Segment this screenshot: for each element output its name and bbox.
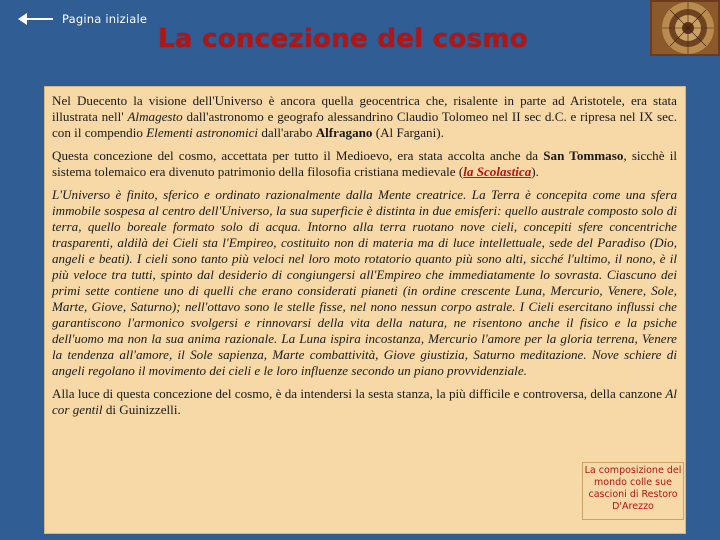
paragraph-intro [52, 93, 677, 141]
author-name: Alfragano [315, 125, 373, 140]
cosmos-painting-image [650, 0, 720, 56]
work-title: Almagesto [127, 109, 183, 124]
author-name: San Tommaso [543, 148, 624, 163]
text: dall'astronomo e geografo alessandrino Claudio Tolomeo nel II sec d.C. e ripresa nel IX sec. con il compendio [52, 109, 677, 140]
caption-box-link[interactable]: La composizione del mondo colle sue cascioni di Restoro D'Arezzo [582, 462, 684, 520]
text: dall'arabo [258, 125, 316, 140]
text: (Al Fargani). [372, 125, 444, 140]
work-title: Elementi astronomici [146, 125, 259, 140]
page-title: La concezione del cosmo [158, 24, 528, 54]
text: di Guinizzelli. [102, 402, 181, 417]
paragraph-scolastica [52, 148, 677, 180]
work-title: Al cor gentil [52, 386, 677, 417]
home-link-label: Pagina iniziale [62, 12, 148, 26]
paragraph-conclusion [52, 386, 677, 418]
text: ). [531, 164, 539, 179]
scolastica-link[interactable]: la Scolastica [463, 164, 532, 179]
text: Nel Duecento la visione dell'Universo è ancora quella geocentrica che, risalente in parte ad Aristotele, era stata illustrata nell' [52, 93, 677, 124]
text: Questa concezione del cosmo, accettata per tutto il Medioevo, era stata accolta anche da [52, 148, 544, 163]
paragraph-universo: L'Universo è finito, sferico e ordinato razionalmente dalla Mente creatrice. La Terra è concepita come una sfera immobile sospesa al centro dell'Universo, la sua superficie è distinta in due emisferi: quello australe composto solo di terra, quello boreale formato solo di acqua. Intorno alla terra ruotano nove cieli, concepiti sfere concentriche trasparenti, aldilà dei Cieli sta l'Empireo, costituito non di materia ma di luce intellettuale, sede del Paradiso (Dio, angeli e beati). I cieli sono tanto più veloci nel loro moto rotatorio quanto più sono alti, sicché l'ultimo, il nono, è il più veloce tra tutti, spinto dal desiderio di congiungersi all'Empireo che immediatamente lo sovrasta. Ciascuno dei primi sette contiene uno di quelli che erano considerati pianeti (in ordine crescente Luna, Mercurio, Venere, Sole, Marte, Giove, Saturno); nell'ottavo sono le stelle fisse, nel nono nessun corpo astrale. I Cieli esercitano influssi che garantiscono l'armonico svolgersi e rinnovarsi della vita della natura, ne risentono anche il fisico e la psiche dell'uomo ma non la sua anima razionale. La Luna ispira incostanza, Mercurio l'amore per la gloria terrena, Venere la tendenza all'amore, il Sole sapienza, Marte combattività, Giove giustizia, Saturno meditazione. Nove schiere di angeli regolano il movimento dei cieli e le loro influenze secondo un piano provvidenziale. [52, 187, 677, 378]
text: Alla luce di questa concezione del cosmo, è da intendersi la sesta stanza, la più difficile e controversa, della canzone [52, 386, 666, 401]
text: , sicchè il sistema tolemaico era divenuto patrimonio della filosofia cristiana medievale ( [52, 148, 677, 179]
home-link[interactable] [18, 8, 158, 30]
left-arrow-icon [18, 12, 54, 26]
